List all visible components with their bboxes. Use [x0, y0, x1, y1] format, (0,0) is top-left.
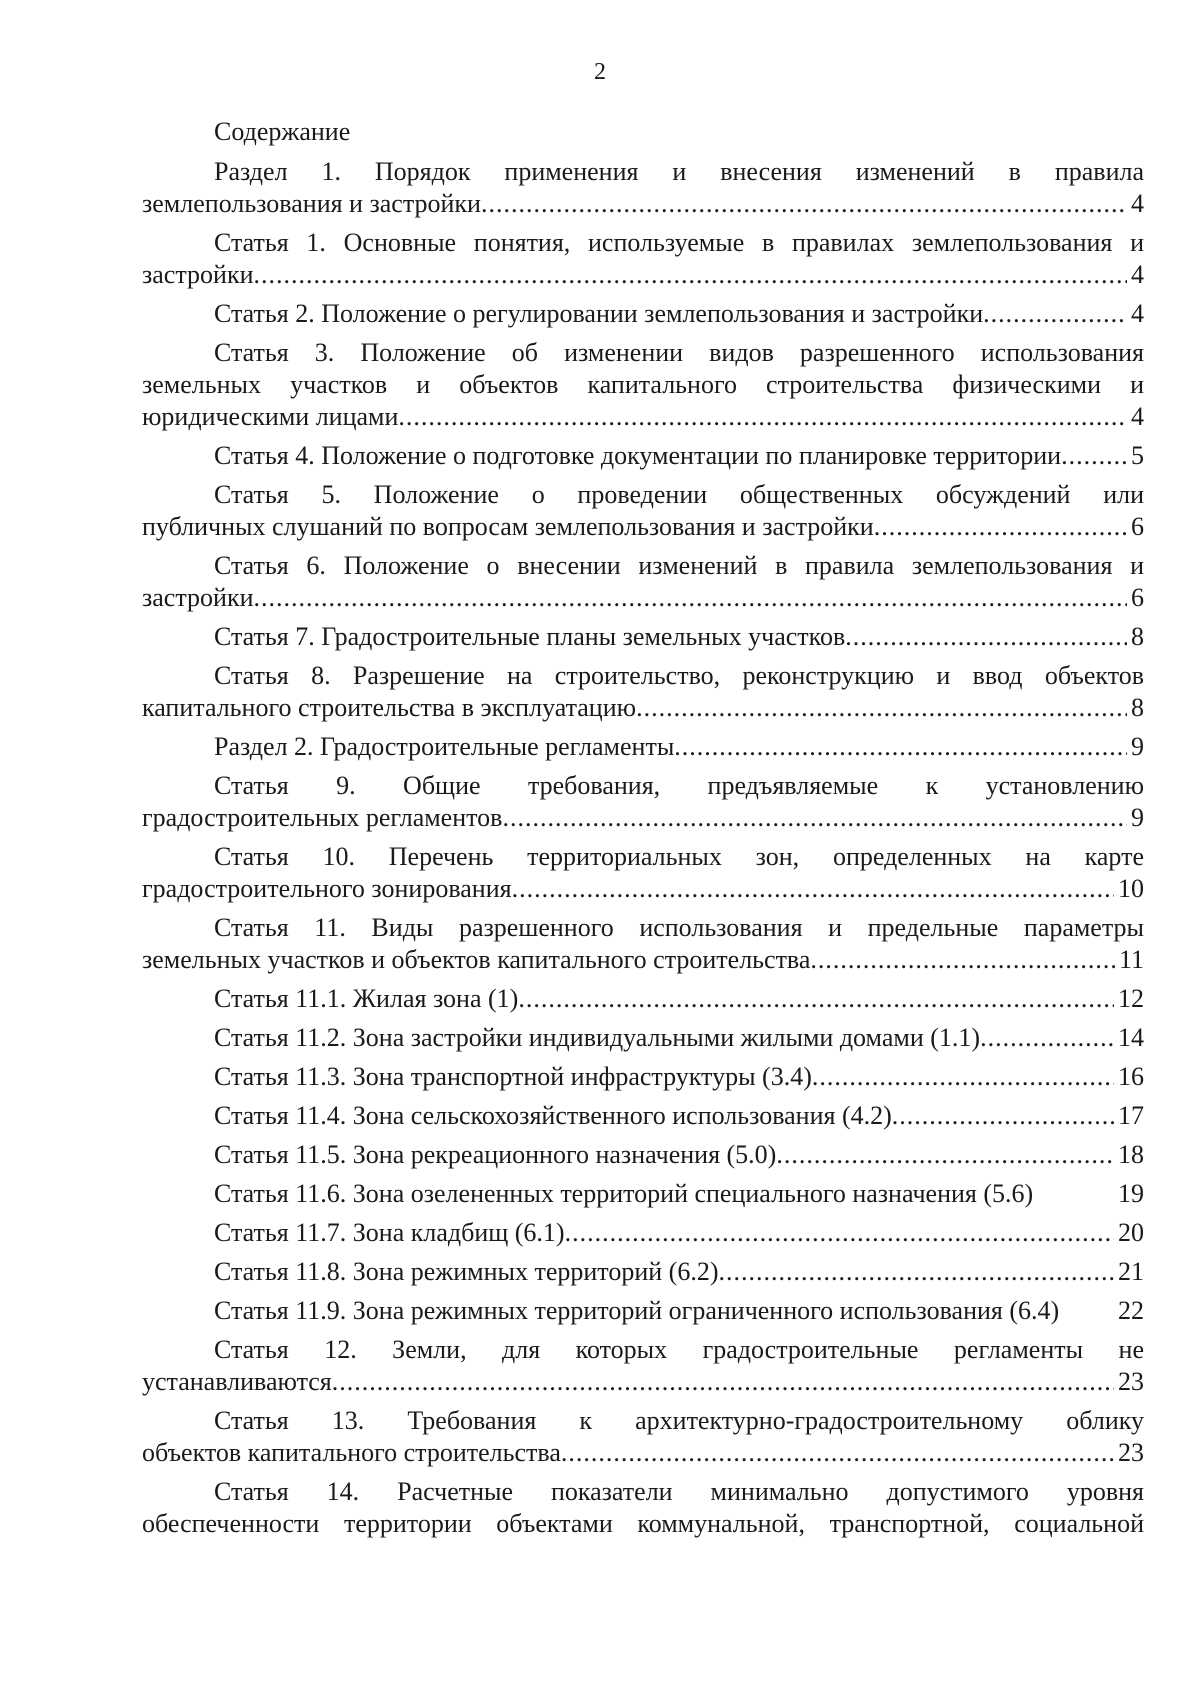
toc-entry-line — [142, 873, 1144, 905]
leader-dots — [983, 298, 1127, 330]
toc-entry-text: Статья 1. Основные понятия, используемые в правилах землепользования и — [214, 228, 1144, 257]
leader-dots — [674, 731, 1127, 763]
toc-page-number: 19 — [1118, 1179, 1144, 1208]
toc-entry-text: Статья 14. Расчетные показатели минимально допустимого уровня — [214, 1477, 1144, 1506]
toc-entry-text: Статья 7. Градостроительные планы земельных участков — [214, 622, 846, 651]
toc-page-number: 12 — [1118, 984, 1144, 1013]
toc-entry — [142, 1334, 1144, 1398]
toc-entries — [142, 156, 1144, 1540]
toc-entry-line — [142, 298, 1144, 330]
toc-entry-text: Статья 11.5. Зона рекреационного назначения (5.0) — [214, 1140, 777, 1169]
toc-entry-text: Статья 11.6. Зона озелененных территорий специального назначения (5.6) — [214, 1179, 1034, 1208]
toc-entry-text: градостроительных регламентов — [142, 803, 503, 832]
toc-entry-text: Раздел 2. Градостроительные регламенты — [214, 732, 675, 761]
toc-entry-line — [142, 1100, 1144, 1132]
toc-entry-text: юридическими лицами — [142, 402, 399, 431]
toc-entry-text: Статья 11.9. Зона режимных территорий ограниченного использования (6.4) — [214, 1296, 1060, 1325]
toc-entry-text: Статья 10. Перечень территориальных зон, определенных на карте — [214, 842, 1144, 871]
toc-entry-line — [142, 188, 1144, 220]
toc-entry — [142, 1295, 1144, 1327]
toc-entry-text: Статья 8. Разрешение на строительство, реконструкцию и ввод объектов — [214, 661, 1144, 690]
toc-page-number: 8 — [1131, 622, 1144, 651]
page-number: 2 — [594, 59, 606, 85]
toc-entry — [142, 1178, 1144, 1210]
toc-entry — [142, 298, 1144, 330]
toc-entry — [142, 1405, 1144, 1469]
toc-entry-line — [142, 944, 1144, 976]
leader-dots — [561, 1437, 1114, 1469]
toc-entry — [142, 1022, 1144, 1054]
toc-entry-text: Статья 3. Положение об изменении видов разрешенного использования — [214, 338, 1144, 367]
toc-entry-text: объектов капитального строительства — [142, 1438, 561, 1467]
toc-entry-line — [142, 401, 1144, 433]
toc-entry — [142, 1061, 1144, 1093]
toc-entry-text: устанавливаются — [142, 1367, 332, 1396]
toc-title: Содержание — [214, 117, 351, 146]
toc-entry — [142, 479, 1144, 543]
toc-page-number: 10 — [1118, 874, 1144, 903]
toc-entry-line — [142, 731, 1144, 763]
toc-entry-text: публичных слушаний по вопросам землепользования и застройки — [142, 512, 874, 541]
leader-dots — [718, 1256, 1114, 1288]
toc-entry-text: Статья 11.3. Зона транспортной инфраструктуры (3.4) — [214, 1062, 812, 1091]
toc-entry-text: Статья 11.1. Жилая зона (1) — [214, 984, 519, 1013]
leader-dots — [254, 582, 1128, 614]
toc-entry — [142, 550, 1144, 614]
toc-page-number: 4 — [1131, 402, 1144, 431]
toc-entry-text: застройки — [142, 260, 254, 289]
toc-entry — [142, 1476, 1144, 1540]
toc-entry — [142, 731, 1144, 763]
toc-entry-text: Статья 13. Требования к архитектурно-градостроительному облику — [214, 1406, 1144, 1435]
leader-dots — [512, 873, 1114, 905]
toc-page-number: 23 — [1118, 1367, 1144, 1396]
toc-page-number: 4 — [1131, 189, 1144, 218]
leader-dots — [565, 1217, 1114, 1249]
leader-dots — [636, 692, 1127, 724]
toc-entry-line — [142, 1256, 1144, 1288]
toc-page-number: 20 — [1118, 1218, 1144, 1247]
toc-entry-line — [142, 1022, 1144, 1054]
toc-entry-text: застройки — [142, 583, 254, 612]
toc-page-number: 6 — [1131, 583, 1144, 612]
toc-page-number: 6 — [1131, 512, 1144, 541]
table-of-contents — [142, 116, 1144, 1547]
toc-entry-text: земельных участков и объектов капитального строительства — [142, 945, 811, 974]
toc-entry — [142, 440, 1144, 472]
toc-entry-text: Раздел 1. Порядок применения и внесения изменений в правила — [214, 157, 1144, 186]
toc-page-number: 18 — [1118, 1140, 1144, 1169]
toc-page-number: 16 — [1118, 1062, 1144, 1091]
toc-entry — [142, 1100, 1144, 1132]
toc-entry-text: Статья 12. Земли, для которых градостроительные регламенты не — [214, 1335, 1144, 1364]
toc-page-number: 4 — [1131, 260, 1144, 289]
toc-page-number: 21 — [1118, 1257, 1144, 1286]
toc-entry-line — [142, 692, 1144, 724]
toc-page-number: 5 — [1131, 441, 1144, 470]
toc-entry — [142, 227, 1144, 291]
toc-entry-line — [142, 1295, 1144, 1327]
toc-entry-line — [142, 983, 1144, 1015]
toc-entry — [142, 983, 1144, 1015]
toc-entry-text: капитального строительства в эксплуатацию — [142, 693, 637, 722]
leader-dots — [845, 621, 1127, 653]
toc-entry — [142, 1139, 1144, 1171]
toc-entry-line — [142, 1061, 1144, 1093]
toc-entry-text: Статья 11.2. Зона застройки индивидуальными жилыми домами (1.1) — [214, 1023, 981, 1052]
toc-page-number: 9 — [1131, 803, 1144, 832]
toc-page-number: 14 — [1118, 1023, 1144, 1052]
leader-dots — [254, 259, 1128, 291]
toc-entry — [142, 912, 1144, 976]
leader-dots — [776, 1139, 1114, 1171]
toc-entry-text: землепользования и застройки — [142, 189, 481, 218]
toc-entry-text: Статья 5. Положение о проведении общественных обсуждений или — [214, 480, 1144, 509]
toc-entry — [142, 621, 1144, 653]
toc-entry-line — [142, 1366, 1144, 1398]
toc-entry-text: Статья 9. Общие требования, предъявляемые к установлению — [214, 771, 1144, 800]
toc-entry-text: земельных участков и объектов капитального строительства физическими и — [142, 370, 1144, 399]
leader-dots — [810, 944, 1115, 976]
leader-dots — [892, 1100, 1114, 1132]
toc-entry-text: Статья 6. Положение о внесении изменений в правила землепользования и — [214, 551, 1144, 580]
leader-dots — [502, 802, 1127, 834]
toc-entry-line — [142, 582, 1144, 614]
leader-dots — [398, 401, 1127, 433]
toc-entry-text: обеспеченности территории объектами коммунальной, транспортной, социальной — [142, 1509, 1144, 1538]
toc-entry-line — [142, 1217, 1144, 1249]
toc-entry-line — [142, 1178, 1144, 1210]
toc-page-number: 22 — [1118, 1296, 1144, 1325]
toc-entry-line — [142, 1437, 1144, 1469]
toc-page-number: 17 — [1118, 1101, 1144, 1130]
leader-dots — [1061, 440, 1127, 472]
toc-page-number: 23 — [1118, 1438, 1144, 1467]
toc-entry-line — [142, 802, 1144, 834]
toc-entry-text: Статья 11.8. Зона режимных территорий (6.2) — [214, 1257, 719, 1286]
toc-entry-line — [142, 621, 1144, 653]
toc-page-number: 4 — [1131, 299, 1144, 328]
leader-dots — [481, 188, 1127, 220]
toc-entry — [142, 660, 1144, 724]
toc-entry-line — [142, 440, 1144, 472]
toc-entry — [142, 770, 1144, 834]
leader-dots — [812, 1061, 1114, 1093]
toc-entry-line — [142, 259, 1144, 291]
toc-entry-text: градостроительного зонирования — [142, 874, 512, 903]
leader-dots — [518, 983, 1114, 1015]
leader-dots — [874, 511, 1127, 543]
toc-entry — [142, 1217, 1144, 1249]
toc-entry — [142, 841, 1144, 905]
toc-entry-text: Статья 11.4. Зона сельскохозяйственного использования (4.2) — [214, 1101, 892, 1130]
toc-entry — [142, 337, 1144, 433]
toc-entry-text: Статья 2. Положение о регулировании землепользования и застройки — [214, 299, 984, 328]
leader-dots — [332, 1366, 1114, 1398]
toc-entry-line — [142, 1139, 1144, 1171]
toc-page-number: 9 — [1131, 732, 1144, 761]
toc-entry — [142, 1256, 1144, 1288]
toc-entry-text: Статья 11. Виды разрешенного использования и предельные параметры — [214, 913, 1144, 942]
toc-entry-line — [142, 511, 1144, 543]
toc-entry-text: Статья 11.7. Зона кладбищ (6.1) — [214, 1218, 565, 1247]
toc-page-number: 11 — [1118, 945, 1144, 974]
toc-page-number: 8 — [1131, 693, 1144, 722]
toc-entry — [142, 156, 1144, 220]
leader-dots — [980, 1022, 1114, 1054]
toc-entry-text: Статья 4. Положение о подготовке документации по планировке территории — [214, 441, 1062, 470]
